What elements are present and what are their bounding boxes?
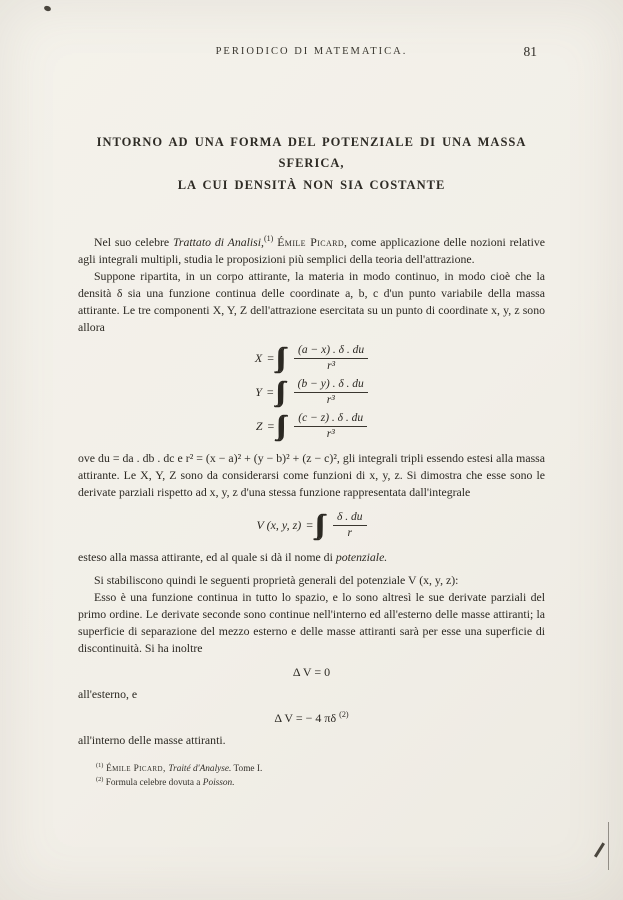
- article-body: [78, 234, 545, 791]
- scan-artifact: [594, 842, 605, 857]
- triple-integral-symbol: [279, 406, 289, 445]
- page-number: 81: [523, 44, 537, 59]
- fraction: [294, 344, 368, 373]
- fraction: [294, 378, 368, 407]
- fraction-numerator: (a − x) . δ . du: [294, 344, 368, 359]
- footnote-2-text: Formula celebre dovuta a: [103, 777, 203, 788]
- fraction-denominator: r³: [327, 360, 336, 373]
- paragraph-ove: ove du = da . db . dc e r² = (x − a)² + (y − b)² + (z − c)², gli integrali tripli essendo estesi alla massa attirante. Le X, Y, Z sono da considerarsi come funzioni di x, y, z. Si dimostra che esse sono le derivate parziali rispetto ad x, y, z d'una stessa funzione rappresentata dall'integrale: [78, 450, 545, 499]
- fraction: [333, 511, 366, 540]
- paragraph-density: Suppone ripartita, in un corpo attirante, la materia in modo continuo, in modo cioè che la densità δ sia una funzione continua delle coordinate a, b, c d'un punto variabile della massa attirante. Le tre componenti X, Y, Z dell'attrazione esercitata su un punto di coordinate x, y, z sono allora: [78, 268, 545, 334]
- equation-z: [78, 410, 545, 444]
- paragraph-esteso: [78, 549, 545, 566]
- equation-x-lhs: X: [254, 351, 263, 366]
- fraction-denominator: r: [347, 527, 353, 540]
- journal-title: PERIODICO DI MATEMATICA.: [215, 46, 408, 57]
- scan-artifact: [43, 5, 51, 12]
- footnote-1: [96, 763, 545, 777]
- p1-footnote-ref: (1): [264, 233, 274, 243]
- p4-potential-term: potenziale.: [335, 549, 388, 564]
- footnotes: [78, 763, 545, 791]
- equations-xyz: [78, 342, 545, 444]
- paragraph-exterior-label: all'esterno, e: [78, 686, 138, 701]
- equals-sign: =: [306, 517, 314, 532]
- equation-z-lhs: Z: [255, 419, 263, 434]
- fraction-numerator: δ . du: [333, 511, 366, 526]
- fraction: [294, 412, 367, 441]
- article-title: [78, 132, 545, 196]
- triple-integral-symbol: [318, 505, 328, 544]
- fraction-numerator: (b − y) . δ . du: [294, 378, 368, 393]
- poisson-equation: Δ V = − 4 πδ: [274, 710, 340, 725]
- p1-text-a: Nel suo celebre: [94, 234, 173, 249]
- footnote-1-author: Émile Picard,: [103, 764, 169, 775]
- p1-author-name: Émile Picard: [277, 234, 345, 249]
- equation-y-lhs: Y: [255, 385, 262, 400]
- footnote-2-marker: (2): [96, 775, 104, 783]
- equation-laplace-exterior: Δ V = 0: [292, 664, 331, 679]
- paragraph-properties: Si stabiliscono quindi le seguenti proprietà generali del potenziale V (x, y, z):: [94, 572, 459, 587]
- equation-v-lhs: V (x, y, z): [256, 517, 302, 532]
- article-title-line2: LA CUI DENSITÀ NON SIA COSTANTE: [177, 177, 446, 192]
- equation-v: [78, 509, 545, 543]
- fraction-denominator: r³: [326, 394, 335, 407]
- equation-x: [78, 342, 545, 376]
- footnote-2: [96, 777, 545, 791]
- equals-sign: =: [267, 419, 275, 434]
- fraction-denominator: r³: [326, 428, 335, 441]
- poisson-footnote-ref: (2): [339, 709, 349, 719]
- running-header: [78, 46, 545, 62]
- equals-sign: =: [266, 385, 274, 400]
- p1-work-title: Trattato di Analisi,: [172, 234, 264, 249]
- paragraph-intro: [78, 234, 545, 268]
- scan-artifact: [608, 822, 609, 870]
- footnote-2-name: Poisson.: [202, 777, 235, 788]
- equation-laplace-interior: [78, 710, 545, 727]
- footnote-1-work: Traité d'Analyse.: [168, 764, 232, 775]
- p4-text-a: esteso alla massa attirante, ed al quale si dà il nome di: [78, 549, 336, 564]
- paragraph-interior-label: all'interno delle masse attiranti.: [78, 733, 226, 748]
- footnote-1-marker: (1): [96, 761, 104, 769]
- p1-text-b: , come applicazione delle nozioni relative agli integrali multipli, studia le proposizioni più semplici della teoria dell'attrazione.: [78, 234, 545, 266]
- equals-sign: =: [267, 351, 274, 366]
- footnote-1-rest: Tome I.: [231, 764, 263, 775]
- article-title-line1: INTORNO AD UNA FORMA DEL POTENZIALE DI UNA MASSA SFERICA,: [96, 135, 527, 171]
- equation-potential: [78, 509, 545, 543]
- paragraph-continuity: Esso è una funzione continua in tutto lo spazio, e lo sono altresì le sue derivate parziali del primo ordine. Le derivate seconde sono continue nell'interno ed all'esterno delle masse attiranti; la superficie di separazione del mezzo esterno e delle masse attiranti sarà per esse una superficie di discontinuità. Si ha inoltre: [78, 589, 545, 655]
- fraction-numerator: (c − z) . δ . du: [294, 412, 367, 427]
- equation-y: [78, 376, 545, 410]
